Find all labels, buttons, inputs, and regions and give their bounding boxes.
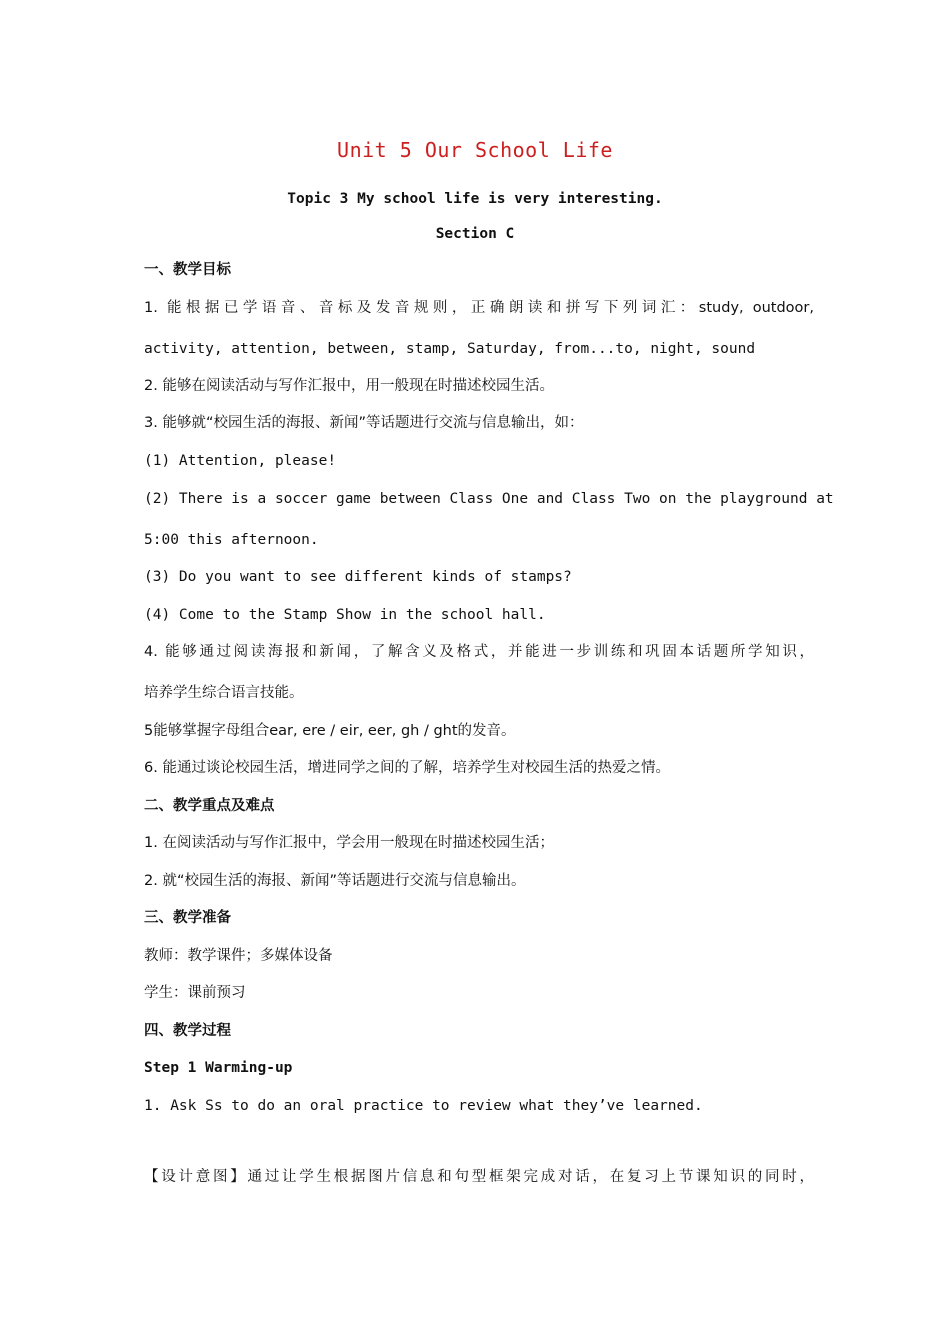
preparation-student: 学生：课前预习	[144, 985, 246, 1001]
goal-4-line-1: 4. 能够通过阅读海报和新闻，了解含义及格式，并能进一步训练和巩固本话题所学知识，	[144, 644, 814, 660]
key-point-1: 1. 在阅读活动与写作汇报中，学会用一般现在时描述校园生活；	[144, 835, 554, 851]
step-1-heading: Step 1 Warming-up	[144, 1060, 293, 1076]
preparation-teacher: 教师：教学课件；多媒体设备	[144, 948, 333, 964]
goal-5: 5能够掌握字母组合ear, ere / eir, eer, gh / ght的发音。	[144, 723, 516, 739]
example-2-line-2: 5:00 this afternoon.	[144, 532, 319, 548]
heading-teaching-goals: 一、教学目标	[144, 262, 231, 278]
section-subtitle: Section C	[435, 226, 515, 242]
example-2-line-1: (2) There is a soccer game between Class One and Class Two on the playground at	[144, 491, 834, 507]
goal-1-line-1: 1. 能根据已学语音、音标及发音规则，正确朗读和拼写下列词汇：study, outdoor,	[144, 300, 814, 316]
goal-6: 6. 能通过谈论校园生活，增进同学之间的了解，培养学生对校园生活的热爱之情。	[144, 760, 670, 776]
example-1: (1) Attention, please!	[144, 453, 337, 469]
step-1-item-1: 1. Ask Ss to do an oral practice to review what they’ve learned.	[144, 1098, 703, 1114]
example-3: (3) Do you want to see different kinds of stamps?	[144, 569, 572, 585]
goal-3: 3. 能够就“校园生活的海报、新闻”等话题进行交流与信息输出，如：	[144, 415, 584, 431]
example-4: (4) Come to the Stamp Show in the school hall.	[144, 607, 546, 623]
heading-preparation: 三、教学准备	[144, 910, 231, 926]
document-title: Unit 5 Our School Life	[337, 138, 613, 162]
design-intent: 【设计意图】通过让学生根据图片信息和句型框架完成对话，在复习上节课知识的同时，	[144, 1169, 814, 1185]
key-point-2: 2. 就“校园生活的海报、新闻”等话题进行交流与信息输出。	[144, 873, 526, 889]
goal-4-line-2: 培养学生综合语言技能。	[144, 685, 304, 701]
goal-2: 2. 能够在阅读活动与写作汇报中，用一般现在时描述校园生活。	[144, 378, 554, 394]
heading-key-points: 二、教学重点及难点	[144, 798, 275, 814]
goal-1-line-2: activity, attention, between, stamp, Saturday, from...to, night, sound	[144, 341, 756, 357]
topic-subtitle: Topic 3 My school life is very interesting.	[287, 191, 663, 207]
heading-process: 四、教学过程	[144, 1023, 231, 1039]
